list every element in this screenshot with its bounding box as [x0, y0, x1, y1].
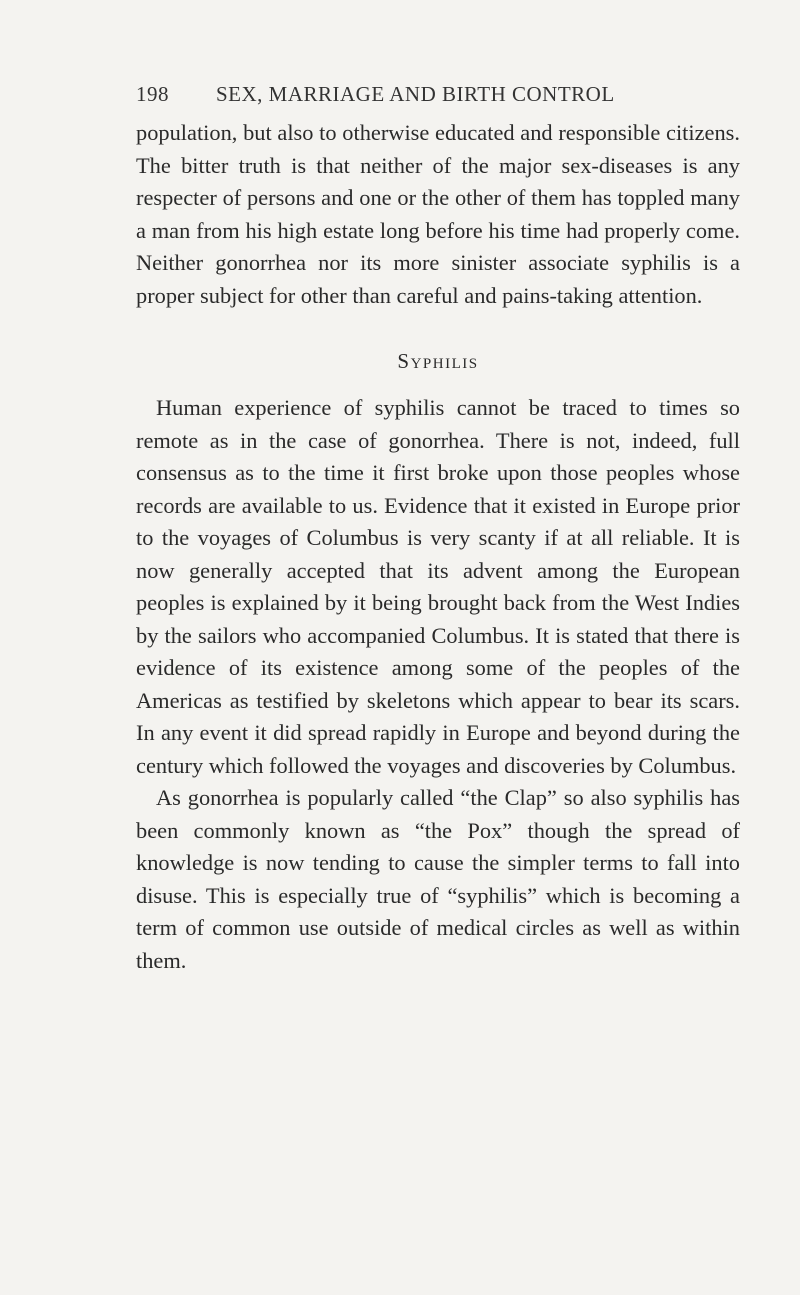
section-heading: Syphilis	[397, 349, 479, 373]
running-title: SEX, MARRIAGE AND BIRTH CONTROL	[216, 82, 615, 106]
page-number: 198	[136, 82, 169, 106]
paragraph-popular-names: As gonorrhea is popularly called “the Clap” so also syphilis has been commonly known as “the Pox” though the spread of knowledge is now tending to cause the simpler terms to fall into disuse. This is especially true of “syphilis” which is becoming a term of common use outside of medical circles as well as within them.	[136, 785, 740, 973]
book-page	[136, 82, 740, 977]
paragraph-syphilis-history: Human experience of syphilis cannot be traced to times so remote as in the case of gonorrhea. There is not, indeed, full consensus as to the time it first broke upon those peoples whose records are available to us. Evidence that it existed in Europe prior to the voyages of Columbus is very scanty if at all reliable. It is now generally accepted that its advent among the European peoples is explained by it being brought back from the West Indies by the sailors who accompanied Columbus. It is stated that there is evidence of its existence among some of the peoples of the Americas as testified by skeletons which appear to bear its scars. In any event it did spread rapidly in Europe and beyond during the century which followed the voyages and discoveries by Columbus.	[136, 395, 740, 778]
paragraph-continued: population, but also to otherwise educated and responsible citizens. The bitter truth is that neither of the major sex-diseases is any respecter of persons and one or the other of them has toppled many a man from his high estate long before his time had properly come. Neither gonorrhea nor its more sinister associate syphilis is a proper subject for other than careful and pains-taking attention.	[136, 120, 740, 308]
running-head	[136, 82, 740, 107]
